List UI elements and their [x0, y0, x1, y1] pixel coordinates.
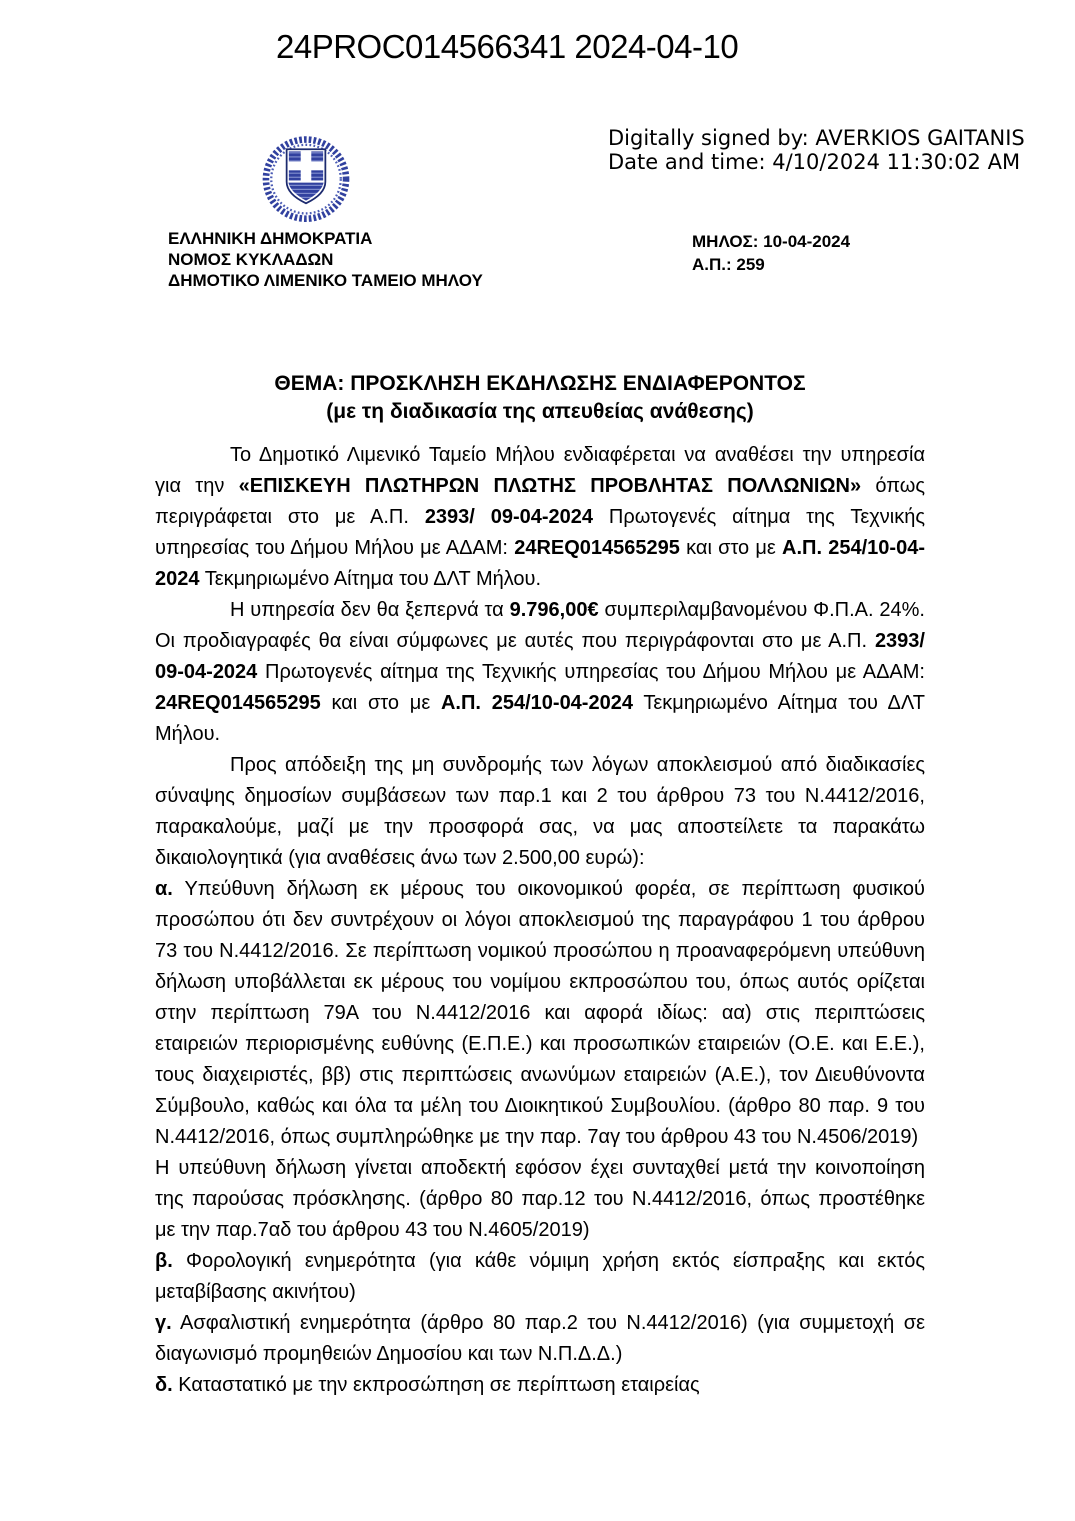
protocol-number: Α.Π.: 259 [692, 255, 765, 274]
signature-date-time: Date and time: 4/10/2024 11:30:02 AM [608, 150, 1021, 174]
subject-procedure-line: (με τη διαδικασία της απευθείας ανάθεσης) [326, 400, 754, 423]
paragraph-budget: Η υπηρεσία δεν θα ξεπερνά τα 9.796,00€ συμπεριλαμβανομένου Φ.Π.Α. 24%. Οι προδιαγραφές θα είναι σύμφωνες με αυτές που περιγράφονται στο με Α.Π. 2393/ 09-04-2024 Πρωτογενές αίτημα της Τεχνικής υπηρεσίας του Δήμου Μήλου με ΑΔΑΜ: 24REQ014565295 και στο με Α.Π. 254/10-04-2024 Τεκμηριωμένο Αίτημα του ΔΛΤ Μήλου. [155, 599, 925, 745]
paragraph-item-a: α. Υπεύθυνη δήλωση εκ μέρους του οικονομικού φορέα, σε περίπτωση φυσικού προσώπου ότι δεν συντρέχουν οι λόγοι αποκλεισμού της παραγράφου 1 του άρθρου 73 του Ν.4412/2016. Σε περίπτωση νομικού προσώπου η προαναφερόμενη υπεύθυνη δήλωση υποβάλλεται εκ μέρους του νομίμου εκπροσώπου του, όπως αυτός ορίζεται στην περίπτωση 79Α του Ν.4412/2016 και αφορά ιδίως: αα) στις περιπτώσεις εταιρειών περιορισμένης ευθύνης (Ε.Π.Ε.) και προσωπικών εταιρειών (Ο.Ε. και Ε.Ε.), τους διαχειριστές, ββ) στις περιπτώσεις ανωνύμων εταιρειών (Α.Ε.), τον Διευθύνοντα Σύμβουλο, καθώς και όλα τα μέλη του Διοικητικού Συμβουλίου. (άρθρο 80 παρ. 9 του Ν.4412/2016, όπως συμπληρώθηκε με την παρ. 7αγ του άρθρου 43 του Ν.4506/2019) [155, 878, 925, 1148]
signature-signed-by: Digitally signed by: AVERKIOS GAITANIS [608, 126, 1025, 150]
greek-national-emblem-icon [260, 136, 352, 224]
paragraph-item-c: γ. Ασφαλιστική ενημερότητα (άρθρο 80 παρ.2 του Ν.4412/2016) (για συμμετοχή σε διαγωνισμό προμηθειών Δημοσίου και των Ν.Π.Δ.Δ.) [155, 1312, 925, 1365]
letterhead [168, 228, 483, 291]
paragraph-item-b: β. Φορολογική ενημερότητα (για κάθε νόμιμη χρήση εκτός είσπραξης και εκτός μεταβίβασης ακινήτου) [155, 1250, 925, 1303]
procurement-code-title: 24PROC014566341 2024-04-10 [276, 28, 739, 65]
paragraph-exclusion-grounds: Προς απόδειξη της μη συνδρομής των λόγων αποκλεισμού από διαδικασίες σύναψης δημοσίων συμβάσεων των παρ.1 και 2 του άρθρου 73 του Ν.4412/2016, παρακαλούμε, μαζί με την προσφορά σας, να μας αποστείλετε τα παρακάτω δικαιολογητικά (για αναθέσεις άνω των 2.500,00 ευρώ): [155, 754, 925, 869]
digital-signature-block [608, 126, 1025, 174]
letterhead-prefecture: ΝΟΜΟΣ ΚΥΚΛΑΔΩΝ [168, 250, 334, 269]
place-and-date: ΜΗΛΟΣ: 10-04-2024 [692, 232, 851, 251]
subject-heading [155, 370, 925, 426]
paragraph-intro: Το Δημοτικό Λιμενικό Ταμείο Μήλου ενδιαφέρεται να αναθέσει την υπηρεσία για την «ΕΠΙΣΚΕΥΗ ΠΛΩΤΗΡΩΝ ΠΛΩΤΗΣ ΠΡΟΒΛΗΤΑΣ ΠΟΛΛΩΝΙΩΝ» όπως περιγράφεται στο με Α.Π. 2393/ 09-04-2024 Πρωτογενές αίτημα της Τεχνικής υπηρεσίας του Δήμου Μήλου με ΑΔΑΜ: 24REQ014565295 και στο με Α.Π. 254/10-04-2024 Τεκμηριωμένο Αίτημα του ΔΛΤ Μήλου. [155, 444, 925, 590]
document-body [155, 440, 925, 1401]
letterhead-hellenic-republic: ΕΛΛΗΝΙΚΗ ΔΗΜΟΚΡΑΤΙΑ [168, 229, 373, 248]
letterhead-port-fund: ΔΗΜΟΤΙΚΟ ΛΙΜΕΝΙΚΟ ΤΑΜΕΙΟ ΜΗΛΟΥ [168, 271, 483, 290]
paragraph-declaration-validity: Η υπεύθυνη δήλωση γίνεται αποδεκτή εφόσον έχει συνταχθεί μετά την κοινοποίηση της παρούσας πρόσκλησης. (άρθρο 80 παρ.12 του Ν.4412/2016, όπως προστέθηκε με την παρ.7αδ του άρθρου 43 του Ν.4605/2019) [155, 1157, 925, 1241]
subject-title-line: ΘΕΜΑ: ΠΡΟΣΚΛΗΣΗ ΕΚΔΗΛΩΣΗΣ ΕΝΔΙΑΦΕΡΟΝΤΟΣ [274, 372, 806, 395]
paragraph-item-d: δ. Καταστατικό με την εκπροσώπηση σε περίπτωση εταιρείας [155, 1374, 700, 1396]
reference-block [692, 230, 850, 276]
